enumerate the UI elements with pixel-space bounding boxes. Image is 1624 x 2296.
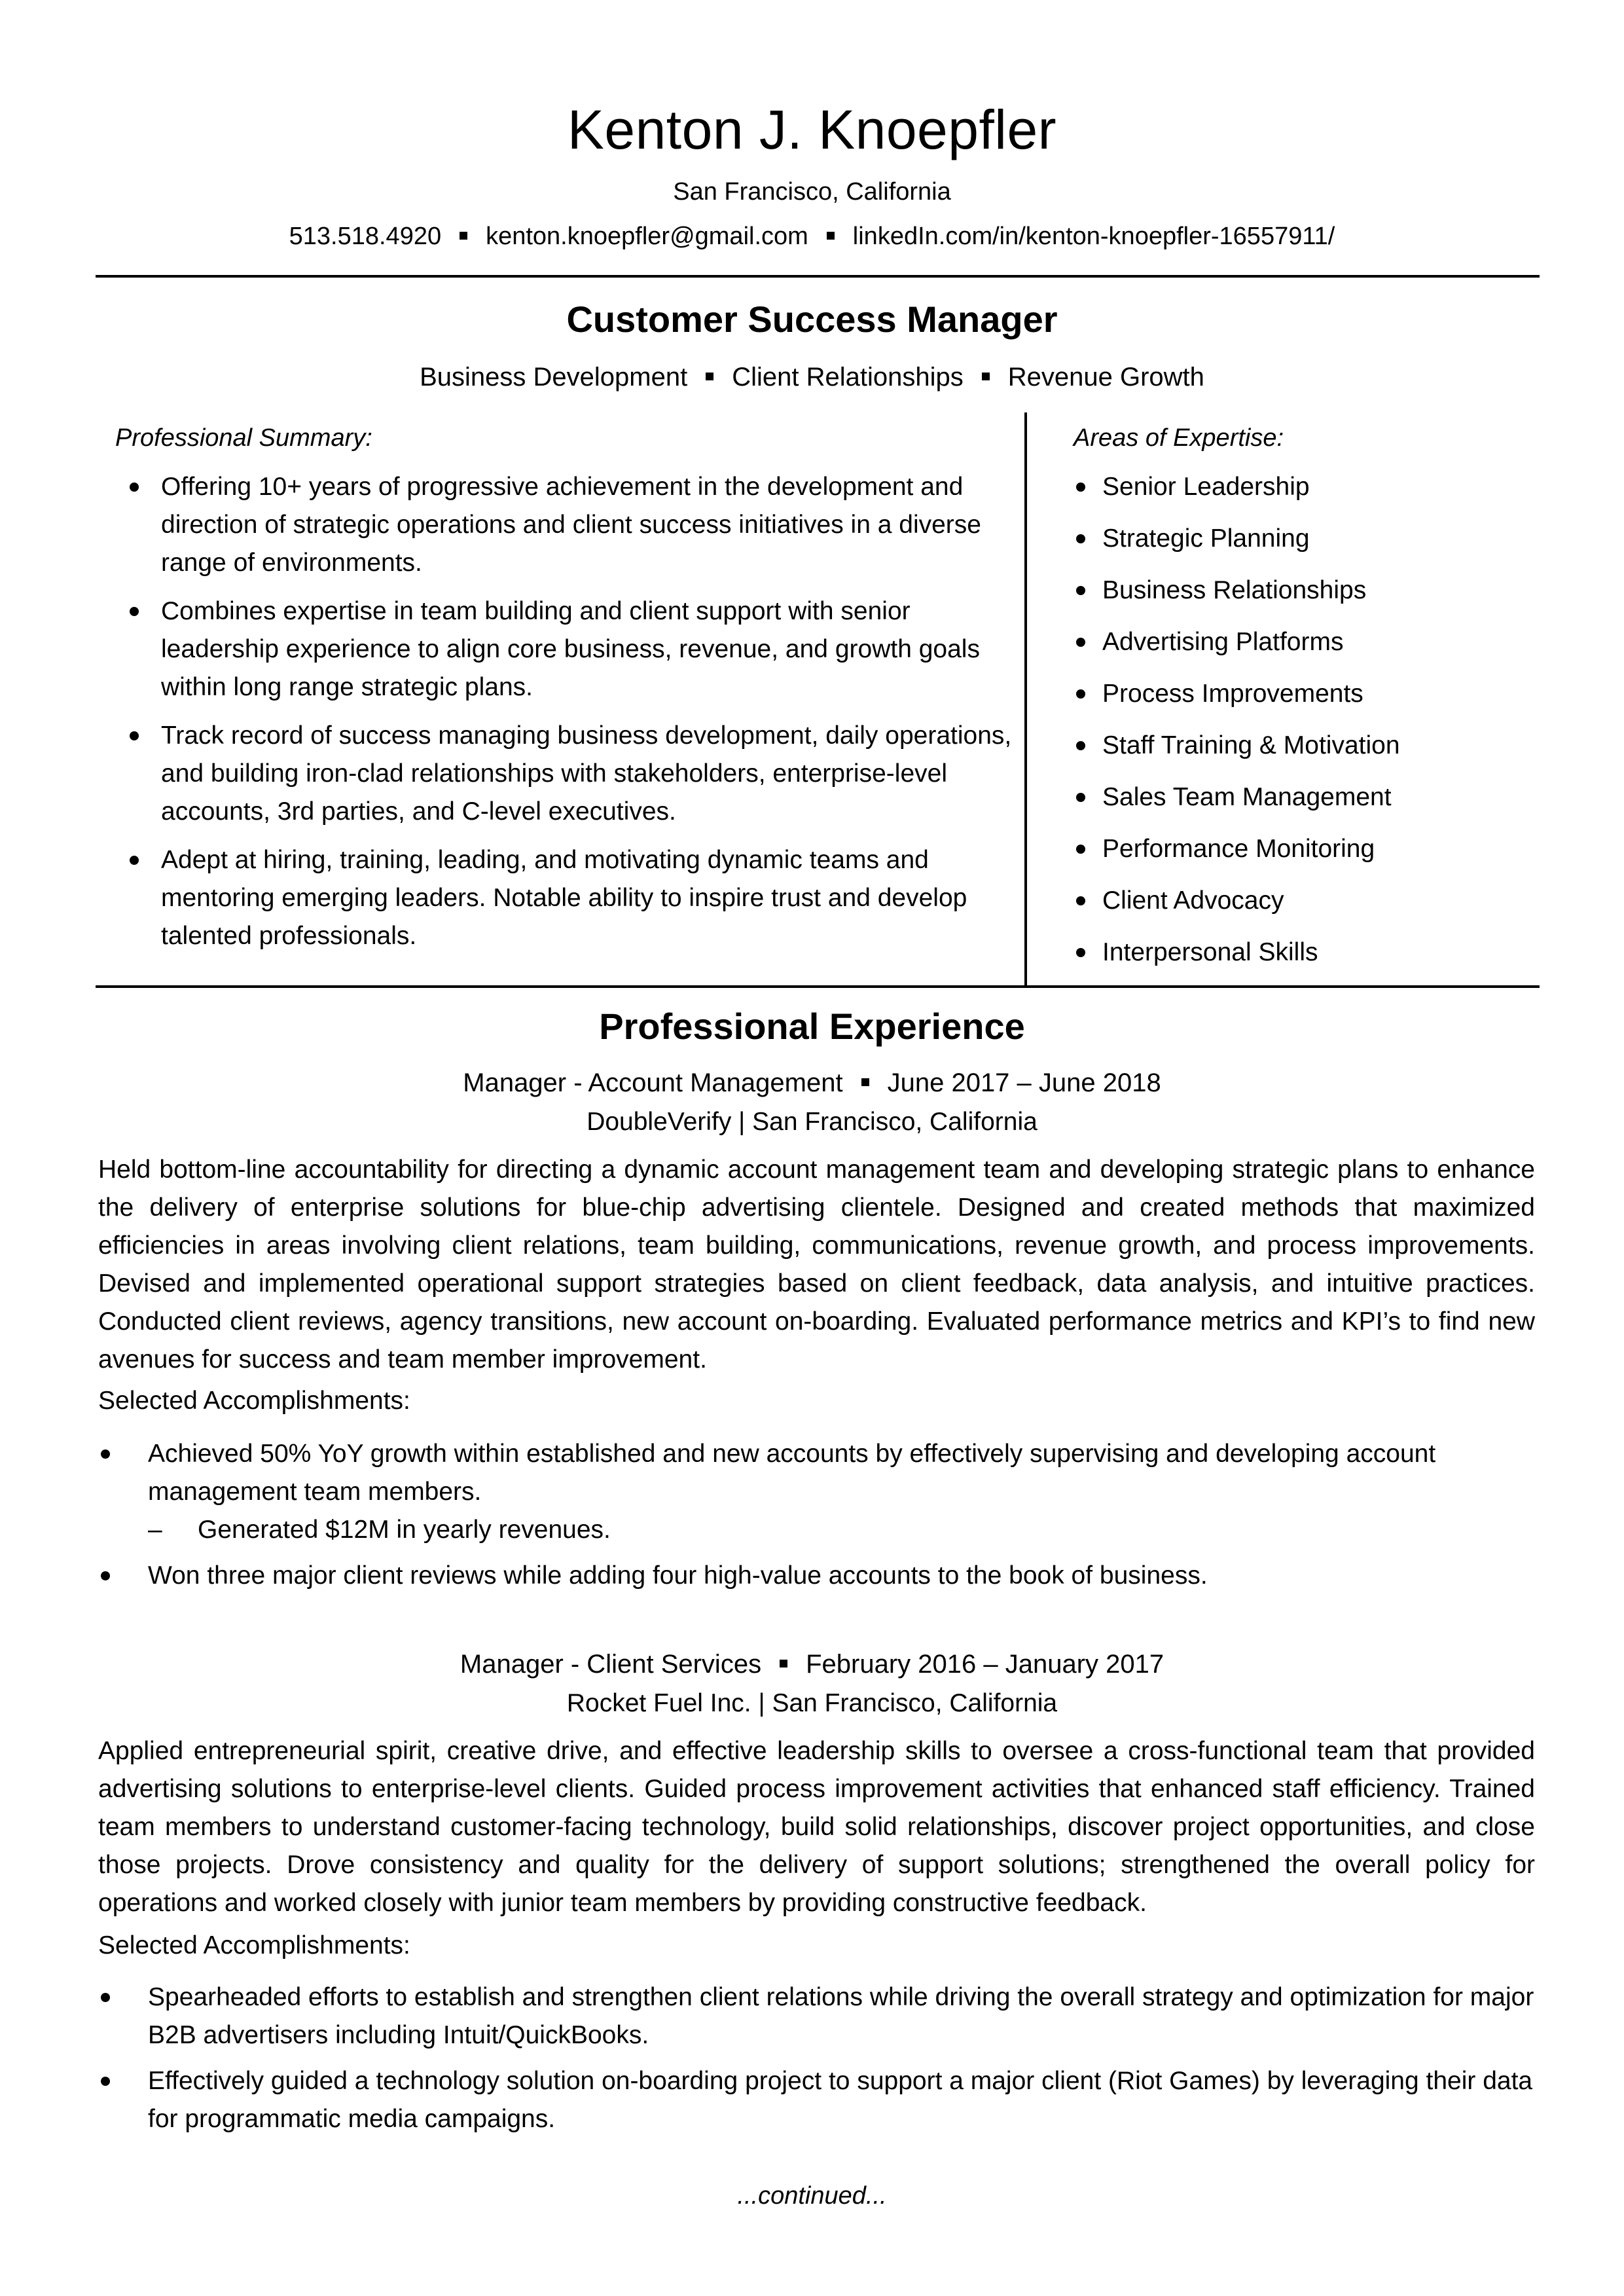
expertise-item [1074,882,1532,934]
accomplishment-item [98,1978,1535,2054]
bullet-icon [101,1571,110,1580]
summary-item [115,592,1019,706]
candidate-name: Kenton J. Knoepfler [567,99,1057,160]
expertise-text: Performance Monitoring [1102,835,1375,863]
specialty-item: Revenue Growth [1007,363,1204,392]
accomplishment-text: Achieved 50% YoY growth within established and new accounts by effectively supervising and developing account management team members. [148,1440,1436,1506]
expertise-item [1074,623,1532,675]
accomplishment-item [98,1557,1535,1595]
job-role: Manager - Client Services [460,1650,762,1679]
expertise-item [1074,468,1532,520]
bullet-icon [130,731,139,740]
square-bullet-icon [706,373,713,380]
column-divider [1024,412,1027,987]
expertise-text: Staff Training & Motivation [1102,731,1400,759]
summary-item [115,468,1019,582]
expertise-text: Advertising Platforms [1102,628,1344,656]
bullet-icon [130,483,139,492]
summary-list [115,468,1019,966]
accomplishments-label: Selected Accomplishments: [98,1387,410,1415]
bullet-icon [1076,586,1085,595]
square-bullet-icon [982,373,990,380]
dash-bullet-icon: – [148,1516,162,1544]
expertise-heading: Areas of Expertise: [1074,424,1284,452]
sub-accomplishment-item [148,1511,1535,1549]
expertise-item [1074,830,1532,882]
expertise-item [1074,572,1532,623]
job-title-line [0,1650,1624,1679]
expertise-text: Client Advocacy [1102,886,1284,915]
bullet-icon [130,607,139,616]
summary-item [115,841,1019,955]
job-role: Manager - Account Management [463,1068,843,1097]
expertise-text: Sales Team Management [1102,783,1392,811]
bullet-icon [1076,483,1085,492]
specialty-item: Client Relationships [732,363,964,392]
bullet-icon [1076,638,1085,647]
expertise-text: Strategic Planning [1102,524,1310,553]
bullet-icon [101,1449,110,1459]
accomplishment-text: Won three major client reviews while adding four high-value accounts to the book of business. [148,1561,1208,1590]
bullet-icon [101,1993,110,2002]
linkedin-url: linkedIn.com/in/kenton-knoepfler-16557911/ [852,223,1335,250]
summary-heading: Professional Summary: [115,424,372,452]
job-company: DoubleVerify | San Francisco, California [586,1108,1038,1136]
job-dates: June 2017 – June 2018 [887,1068,1161,1097]
specialties-line [0,363,1624,392]
square-bullet-icon [827,232,835,240]
square-bullet-icon [861,1078,869,1086]
expertise-item [1074,675,1532,727]
accomplishment-item [98,2062,1535,2138]
expertise-item [1074,934,1532,985]
bullet-icon [101,2077,110,2086]
summary-item [115,717,1019,831]
bullet-icon [1076,896,1085,905]
summary-text: Track record of success managing business development, daily operations, and building iron-clad relationships with stakeholders, enterprise-level accounts, 3rd parties, and C-level executives. [161,721,1012,826]
accomplishment-text: Spearheaded efforts to establish and strengthen client relations while driving the overall strategy and optimization for major B2B advertisers including Intuit/QuickBooks. [148,1983,1534,2049]
expertise-text: Senior Leadership [1102,473,1310,501]
summary-text: Combines expertise in team building and client support with senior leadership experience to align core business, revenue, and growth goals within long range strategic plans. [161,597,980,701]
accomplishment-text: Effectively guided a technology solution on-boarding project to support a major client (Riot Games) by leveraging their data for programmatic media campaigns. [148,2067,1533,2133]
accomplishments-list [98,1978,1535,2146]
candidate-location: San Francisco, California [673,178,951,206]
job-company: Rocket Fuel Inc. | San Francisco, California [566,1689,1058,1717]
bullet-icon [1076,689,1085,699]
expertise-text: Interpersonal Skills [1102,938,1318,966]
job-title-line [0,1068,1624,1098]
bullet-icon [1076,948,1085,957]
bullet-icon [1076,793,1085,802]
bullet-icon [130,856,139,865]
accomplishments-label: Selected Accomplishments: [98,1931,410,1959]
expertise-item [1074,727,1532,778]
summary-text: Adept at hiring, training, leading, and motivating dynamic teams and mentoring emerging leaders. Notable ability to inspire trust and develop talented professionals. [161,846,967,950]
target-title: Customer Success Manager [566,299,1058,340]
square-bullet-icon [460,232,467,240]
accomplishments-list [98,1435,1535,1603]
expertise-item [1074,778,1532,830]
expertise-list [1074,468,1532,985]
continued-note: ...continued... [737,2182,887,2210]
email-address: kenton.knoepfler@gmail.com [486,223,808,250]
phone-number: 513.518.4920 [289,223,442,250]
experience-heading: Professional Experience [599,1006,1025,1047]
job-description: Held bottom-line accountability for directing a dynamic account management team and developing strategic plans to enhance the delivery of enterprise solutions for blue-chip advertising clientele. Designed and created methods that maximized efficiencies in areas involving client relations, team building, communications, revenue growth, and process improvements. Devised and implemented operational support strategies based on client feedback, data analysis, and intuitive practices. Conducted client reviews, agency transitions, new account on-boarding. Evaluated performance metrics and KPI’s to find new avenues for success and team member improvement. [98,1156,1535,1374]
contact-line [0,223,1624,251]
bullet-icon [1076,741,1085,750]
square-bullet-icon [780,1660,787,1667]
job-dates: February 2016 – January 2017 [806,1650,1164,1679]
specialty-item: Business Development [420,363,688,392]
summary-text: Offering 10+ years of progressive achievement in the development and direction of strategic operations and client success initiatives in a diverse range of environments. [161,473,981,577]
sub-accomplishment-text: Generated $12M in yearly revenues. [198,1516,611,1544]
bullet-icon [1076,845,1085,854]
expertise-text: Process Improvements [1102,680,1363,708]
bullet-icon [1076,534,1085,543]
expertise-text: Business Relationships [1102,576,1367,604]
header-divider [96,275,1540,278]
expertise-item [1074,520,1532,572]
summary-bottom-divider [96,985,1540,988]
job-description: Applied entrepreneurial spirit, creative drive, and effective leadership skills to oversee a cross-functional team that provided advertising solutions to enterprise-level clients. Guided process improvement activities that enhanced staff efficiency. Trained team members to understand customer-facing technology, build solid relationships, discover project opportunities, and close those projects. Drove consistency and quality for the delivery of support solutions; strengthened the overall policy for operations and worked closely with junior team members by providing constructive feedback. [98,1737,1535,1917]
accomplishment-item [98,1435,1535,1549]
